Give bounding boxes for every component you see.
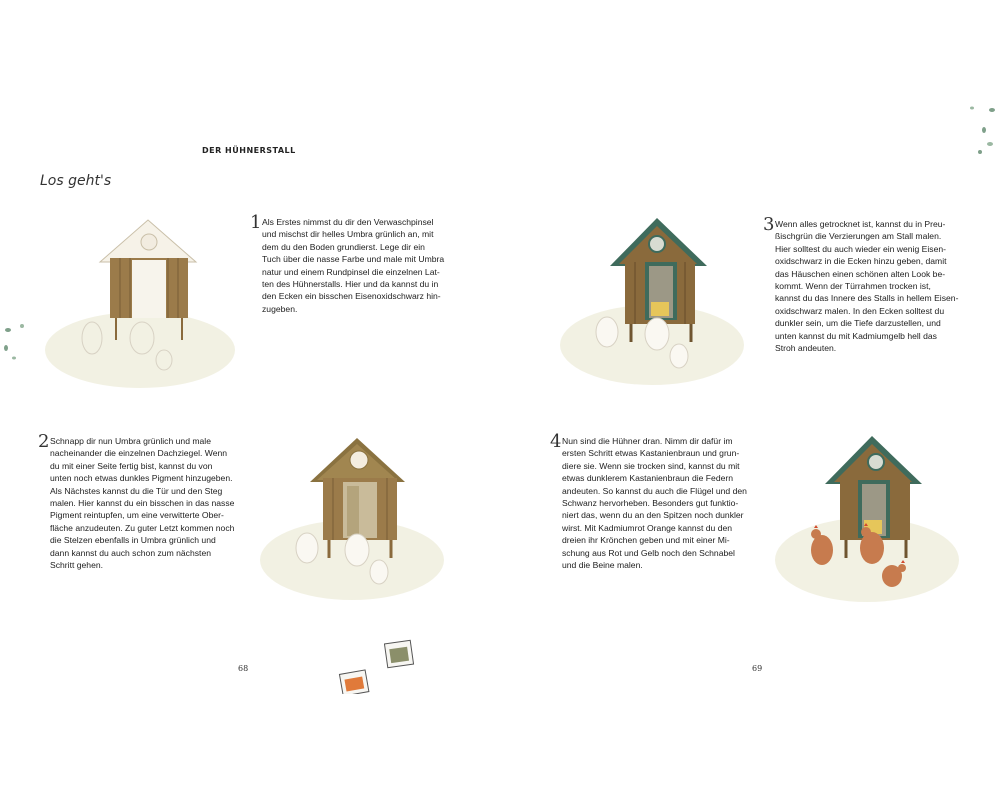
step-4-text: Nun sind die Hühner dran. Nimm dir dafür im ersten Schritt etwas Kastanienbraun und grun- diere sie. Wenn sie trocken sind, kannst du mit etwas dunklerem Kastanienbraun die Federn andeuten. So kannst du auch die Flügel und den Schwanz hervorheben. Besonders gut funktio- niert das, wenn du an den Spitzen noch dunkler wirst. Mit Kadmiumrot Orange kannst du den dreien ihr Krönchen geben und mit einer Mi- schung aus Rot und Gelb noch den Schnabel und die Beine malen. <box>562 436 747 571</box>
step-3-text: Wenn alles getrocknet ist, kannst du in Preu- ßischgrün die Verzierungen am Stall malen. Hier solltest du auch wieder ein wenig Eisen- oxidschwarz in die Ecken hinzu geben, damit das Häuschen einen schönen alten Look be- kommt. Wenn der Türrahmen trocken ist, kannst du das Innere des Stalls in hellem Eisen- oxidschwarz malen. In den Ecken solltest du dunkler sein, um die Tiefe darzustellen, und unten kannst du mit Kadmiumgelb hell das Stroh andeuten. <box>775 219 959 354</box>
paint-pan-green <box>384 638 416 670</box>
leaf-decoration-right <box>962 100 1000 160</box>
spread-title: DER HÜHNERSTALL <box>202 146 296 155</box>
step-2-text: Schnapp dir nun Umbra grünlich und male nacheinander die einzelnen Dachziegel. Wenn du mit einer Seite fertig bist, kannst du von unten noch etwas dunkles Pigment hinzugeben. Als Nächstes kannst du die Tür und den Steg malen. Hier kannst du ein bisschen in das nasse Pigment reintupfen, um eine verwitterte Ober- fläche anzudeuten. Zu guter Letzt kommen noch die Stelzen ebenfalls in Umbra grünlich und dann kannst du auch schon zum nächsten Schritt gehen. <box>50 436 235 571</box>
step-3-number: 3 <box>763 214 775 235</box>
intro-heading: Los geht's <box>40 173 112 189</box>
step-1-text: Als Erstes nimmst du dir den Verwaschpinsel und mischst dir helles Umbra grünlich an, mit dem du den Boden grundierst. Lege dir ein Tuch über die nasse Farbe und male mit Umbra natur und einem Rundpinsel die einzelnen Lat- ten des Hühnerstalls. Hier und da kannst du in den Ecken ein bisschen Eisenoxidschwarz hin- zugeben. <box>262 217 445 314</box>
step-4-number: 4 <box>550 431 562 452</box>
step-1-number: 1 <box>250 212 262 233</box>
leaf-decoration-left <box>0 320 30 380</box>
henhouse-illustration-step-3 <box>555 210 750 390</box>
paint-pan-orange <box>338 668 372 694</box>
page-number-left: 68 <box>238 664 249 673</box>
henhouse-illustration-step-1 <box>40 210 240 400</box>
henhouse-illustration-step-4 <box>770 430 965 610</box>
page-number-right: 69 <box>752 664 763 673</box>
step-2-number: 2 <box>38 431 50 452</box>
henhouse-illustration-step-2 <box>255 430 450 610</box>
